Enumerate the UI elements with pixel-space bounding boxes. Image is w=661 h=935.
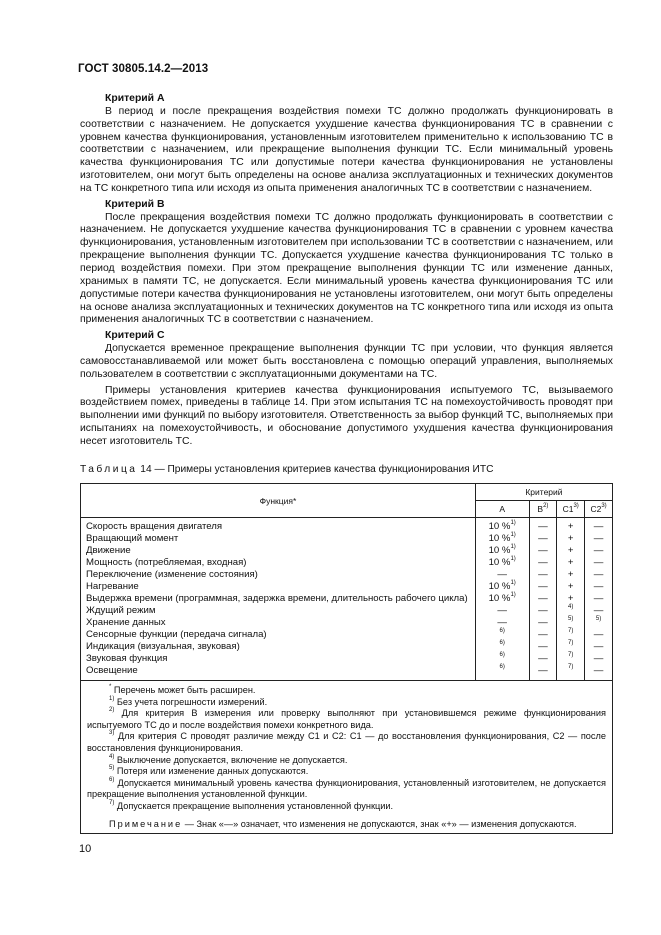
text-span: 5) <box>568 615 574 622</box>
text-span: 10 % <box>488 533 511 544</box>
criterion-c1-cell <box>557 557 584 569</box>
text-span: — <box>593 521 604 532</box>
criterion-b-cell: — <box>538 653 548 664</box>
text-span: — <box>593 653 604 664</box>
text-span: 6) <box>499 639 505 646</box>
criterion-c2-cell <box>585 617 612 629</box>
text-span: + <box>567 533 574 544</box>
text-span: Допускается минимальный уровень качества функционирования, установленный изготовителем, не допускается прекращение выполнения установленной функции. <box>87 777 606 800</box>
text-span: — <box>497 605 507 616</box>
text-span: — <box>593 581 604 592</box>
text-span: А <box>499 504 506 514</box>
table-footnotes <box>81 681 613 834</box>
text-span: — <box>497 569 507 580</box>
criterion-c1-cell <box>557 581 584 593</box>
column-header-c2 <box>585 501 613 518</box>
criterion-c-title: Критерий С <box>105 330 165 342</box>
criterion-b-text: После прекращения воздействия помехи ТС должно продолжать функционировать в соответствии с назначением. Не допускается ухудшение качества функционирования ТС в сравнении с уровнем качества функционирования, установленным изготовителем при использовании ТС в соответствии с назначением, или прекращение выполнения функции ТС. Допускается ухудшение качества функционирования ТС только в период воздействия помехи. При этом прекращение выполнения функции ТС или изменение данных, хранимых в памяти ТС, не допускается. Если минимальный уровень качества функционирования ТС или допустимые потери качества функционирования не установлены изготовителем, они могут быть определены на основе анализа эксплуатационных и технических документов на ТС конкретного типа или исходя из опыта применения аналогичных ТС в соответствии с назначением. <box>80 211 613 326</box>
text-span: — <box>593 569 604 580</box>
criterion-a-cell <box>476 581 529 593</box>
function-cell: Скорость вращения двигателя <box>86 521 223 532</box>
criterion-c1-cell <box>557 665 584 677</box>
criterion-b-cell: — <box>538 533 548 544</box>
text-span: 10 % <box>488 557 511 568</box>
text-span: 7) <box>568 651 574 658</box>
criterion-c2-cell <box>585 521 612 533</box>
criterion-a-cell <box>476 521 529 533</box>
footnote <box>87 708 606 731</box>
text-span: Выключение допускается, включение не допускается. <box>114 754 348 765</box>
criterion-b-cell: — <box>538 665 548 676</box>
text-span: — <box>593 593 604 604</box>
text-span: — <box>593 641 604 652</box>
document-header: ГОСТ 30805.14.2—2013 <box>78 63 209 75</box>
text-span: 1) <box>510 579 516 586</box>
column-header-c1 <box>557 501 585 518</box>
function-column <box>81 518 476 681</box>
text-span: + <box>567 581 574 592</box>
criterion-c2-cell <box>585 653 612 665</box>
criterion-a-cell <box>476 593 529 605</box>
text-span: 1) <box>510 543 516 550</box>
text-span: 6) <box>499 663 505 670</box>
criterion-c2-cell <box>585 533 612 545</box>
criterion-b-cell: — <box>538 641 548 652</box>
text-span: 10 % <box>488 545 511 556</box>
text-span: 6) <box>499 651 505 658</box>
text-span: — <box>593 665 604 676</box>
text-span: — <box>593 605 604 616</box>
criterion-b-cell: — <box>538 521 548 532</box>
text-span: 1) <box>510 531 516 538</box>
criterion-c1-cell <box>557 533 584 545</box>
criterion-a-column <box>475 518 529 681</box>
criterion-c-text: Допускается временное прекращение выполнения функции ТС при условии, что функция является самовосстанавливаемой или может быть восстановлена с помощью операций управления, выполняемых пользователем в соответствии с эксплуатационными документами на ТС. <box>80 343 613 380</box>
criterion-c2-cell <box>585 545 612 557</box>
footnote <box>87 778 606 801</box>
criterion-b-cell: — <box>538 545 548 556</box>
criterion-b-cell: — <box>538 617 548 628</box>
text-span: — <box>497 617 507 628</box>
function-cell: Хранение данных <box>86 617 166 628</box>
criterion-c1-cell <box>557 545 584 557</box>
text-span: 1) <box>510 591 516 598</box>
criterion-c2-cell <box>585 629 612 641</box>
examples-paragraph: Примеры установления критериев качества функционирования испытуемого ТС, вызываемого воздействием помех, приведены в таблице 14. При этом испытания ТС на помехоустойчивость проводят при выполнении ими функций по выбору изготовителя. Ответственность за выбор функций ТС, выполняемых при испытаниях на помехоустойчивость, и обоснование допустимого ухудшения качества функционирования несет изготовитель ТС. <box>80 384 613 447</box>
function-cell: Выдержка времени (программная, задержка времени, длительность рабочего цикла) <box>86 593 468 604</box>
text-span: + <box>567 593 574 604</box>
text-span: — <box>593 629 604 640</box>
criterion-c1-cell <box>557 521 584 533</box>
text-span: + <box>567 545 574 556</box>
criterion-b-cell: — <box>538 629 548 640</box>
text-span: Для критерия С проводят различие между С1 и С2: С1 — до восстановления функционирования, С2 — после восстановления функционирования. <box>87 731 606 753</box>
text-span: 7) <box>568 663 574 670</box>
function-cell: Ждущий режим <box>86 605 156 616</box>
criterion-b-cell: — <box>538 605 548 616</box>
text-span: — <box>593 533 604 544</box>
criterion-a-cell <box>476 533 529 545</box>
table-caption-prefix: Таблица <box>80 464 138 475</box>
text-span: 10 % <box>488 581 511 592</box>
text-span: 3) <box>109 730 115 737</box>
text-span: 3) <box>601 503 607 510</box>
text-span: 7) <box>109 799 115 806</box>
function-cell: Сенсорные функции (передача сигнала) <box>86 629 267 640</box>
function-header: Функция* <box>81 484 476 518</box>
footnote <box>87 766 606 778</box>
text-span: 4) <box>109 753 115 760</box>
text-span: С2 <box>590 504 602 514</box>
text-span: 4) <box>568 603 574 610</box>
function-cell: Мощность (потребляемая, входная) <box>86 557 247 568</box>
criterion-a-cell <box>476 605 529 617</box>
criterion-b-cell: — <box>538 569 548 580</box>
footnote <box>87 801 606 813</box>
text-span: 5) <box>595 615 602 622</box>
criterion-c2-cell <box>585 569 612 581</box>
text-span: * <box>109 683 112 690</box>
criterion-a-text: В период и после прекращения воздействия помехи ТС должно продолжать функционировать в соответствии с назначением. Не допускается ухудшение качества функционирования ТС в сравнении с уровнем качества функционирования, установленным изготовителем применительно к использованию ТС в соответствии с назначением, или прекращение выполнения функции ТС. Если минимальный уровень качества функционирования ТС или допустимые потери качества функционирования не установлены изготовителем, они могут быть определены на основе анализа эксплуатационных и технических документов на ТС конкретного типа или исходя из опыта применения аналогичных ТС в соответствии с назначением. <box>80 105 613 194</box>
table-caption-text: 14 — Примеры установления критериев качества функционирования ИТС <box>137 464 494 475</box>
text-span: Перечень может быть расширен. <box>111 685 256 695</box>
text-span: Допускается прекращение выполнения установленной функции. <box>114 800 394 811</box>
text-span: — <box>593 557 604 568</box>
text-span: — <box>593 545 604 556</box>
text-span: 5) <box>109 765 115 772</box>
criterion-c1-column <box>557 518 585 681</box>
table-note <box>87 819 606 831</box>
function-cell: Вращающий момент <box>86 533 179 544</box>
text-span: 3) <box>573 503 579 510</box>
criterion-b-cell: — <box>538 593 548 604</box>
table-note-label: Примечание <box>109 818 183 829</box>
criterion-a-cell <box>476 557 529 569</box>
text-span: 1) <box>510 519 516 526</box>
function-cell: Нагревание <box>86 581 139 592</box>
text-span: Без учета погрешности измерений. <box>114 696 268 707</box>
text-span: Потеря или изменение данных допускаются. <box>114 766 309 777</box>
criterion-header: Критерий <box>475 484 612 501</box>
text-span: 2) <box>543 503 549 510</box>
text-span: 6) <box>499 627 505 634</box>
body-text <box>80 93 613 449</box>
criterion-a-cell <box>476 665 529 677</box>
criterion-a-cell <box>476 545 529 557</box>
table-caption <box>80 464 493 475</box>
criterion-a-title: Критерий А <box>105 93 165 104</box>
criterion-b-cell: — <box>538 557 548 568</box>
text-span: + <box>567 521 574 532</box>
footnote <box>87 731 606 754</box>
footnote <box>87 685 606 697</box>
function-cell: Переключение (изменение состояния) <box>86 569 258 580</box>
footnote <box>87 697 606 709</box>
function-cell: Освещение <box>86 665 138 676</box>
page-number: 10 <box>79 843 92 855</box>
text-span: 1) <box>109 695 115 702</box>
criterion-c2-cell <box>585 641 612 653</box>
column-header-b <box>529 501 557 518</box>
text-span: 2) <box>109 707 115 714</box>
text-span: + <box>567 557 574 568</box>
text-span: С1 <box>562 504 574 514</box>
criterion-c2-cell <box>585 665 612 677</box>
criterion-c1-cell <box>557 569 584 581</box>
criterion-c2-cell <box>585 581 612 593</box>
criterion-c2-cell <box>585 593 612 605</box>
text-span: 7) <box>568 627 574 634</box>
function-cell: Движение <box>86 545 131 556</box>
text-span: 6) <box>109 776 115 783</box>
text-span: 10 % <box>488 593 511 604</box>
function-cell: Индикация (визуальная, звуковая) <box>86 641 240 652</box>
criterion-c2-column <box>585 518 613 681</box>
criterion-b-cell: — <box>538 581 548 592</box>
column-header-a <box>475 501 529 518</box>
text-span: 7) <box>568 639 574 646</box>
text-span: 10 % <box>488 521 511 532</box>
criterion-c2-cell <box>585 557 612 569</box>
table-note-text: — Знак «—» означает, что изменения не допускаются, знак «+» — изменения допускаются. <box>182 818 577 829</box>
text-span: Для критерия В измерения или проверку выполняют при установившемся режиме функционирования испытуемого ТС до и после воздействия помехи конкретного вида. <box>87 708 606 730</box>
criteria-table <box>80 483 613 834</box>
function-cell: Звуковая функция <box>86 653 168 664</box>
criterion-b-column <box>529 518 557 681</box>
criterion-a-cell <box>476 569 529 581</box>
text-span: 1) <box>510 555 516 562</box>
footnote <box>87 755 606 767</box>
text-span: В <box>537 504 544 514</box>
text-span: + <box>567 569 574 580</box>
criterion-b-title: Критерий В <box>105 198 165 210</box>
